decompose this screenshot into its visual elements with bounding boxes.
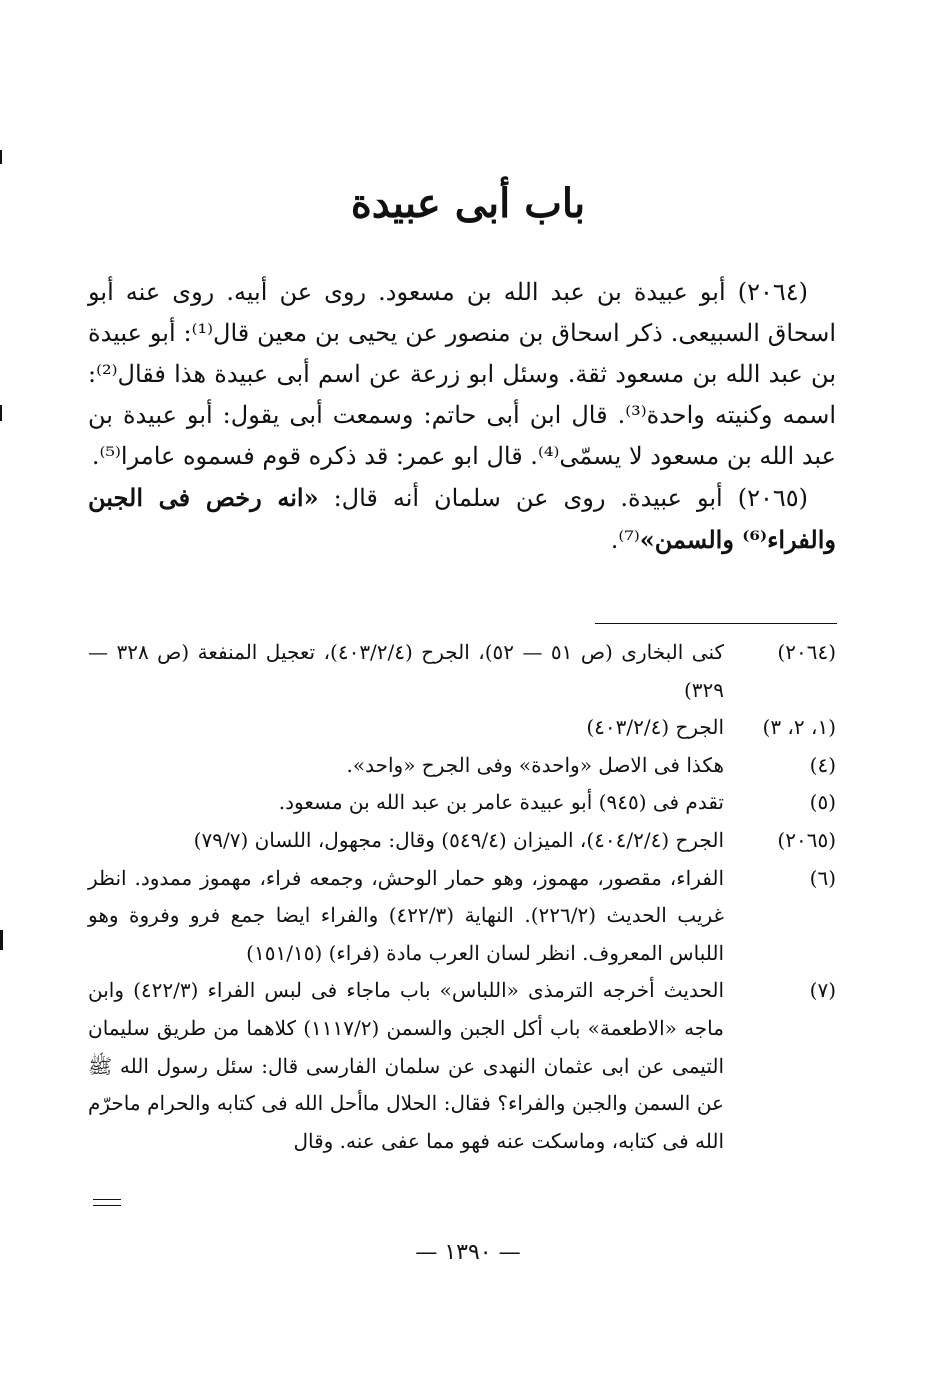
footnote	[88, 747, 836, 785]
footnote-separator	[595, 623, 837, 624]
footnote	[88, 972, 836, 1160]
entry-text: أبو عبيدة. روى عن سلمان أنه قال:	[333, 484, 723, 512]
footnotes	[88, 634, 836, 1160]
entry-2065	[88, 477, 836, 561]
footnote-label: (٧)	[809, 978, 836, 1003]
footnote-label: (٥)	[809, 790, 836, 815]
footnote-text: الجرح (٤٠٣/٢/٤)	[586, 715, 724, 740]
footnote	[88, 822, 836, 860]
footnote	[88, 709, 836, 747]
footnote-label: (٦)	[809, 865, 836, 890]
scan-edge-mark	[0, 405, 2, 421]
entry-tail: ⁽⁷⁾.	[610, 526, 640, 554]
footnote-text: الجرح (٤٠٤/٢/٤)، الميزان (٥٤٩/٤) وقال: مجهول، اللسان (٧٩/٧)	[193, 827, 724, 852]
footnote-text: تقدم فى (٩٤٥) أبو عبيدة عامر بن عبد الله بن مسعود.	[278, 790, 724, 815]
footnote-label: (١، ٢، ٣)	[762, 715, 836, 740]
footnote-text: هكذا فى الاصل «واحدة» وفى الجرح «واحد».	[346, 752, 724, 777]
continuation-mark	[93, 1199, 121, 1206]
footnote-label: (٢٠٦٤)	[777, 640, 836, 664]
chapter-title: باب أبى عبيدة	[350, 180, 586, 227]
footnote	[88, 784, 836, 822]
footnote	[88, 634, 836, 709]
footnote-text: الحديث أخرجه الترمذى «اللباس» باب ماجاء فى لبس الفراء (٤٢٢/٣) وابن ماجه «الاطعمة» باب أكل الجبن والسمن (١١١٧/٢) كلاهما من طريق سليمان التيمى عن ابى عثمان النهدى عن سلمان الفارسى قال: سئل رسول الله ﷺ عن السمن والجبن والفراء؟ فقال: الحلال ماأحل الله فى كتابه والحرام ماحرّم الله فى كتابه، وماسكت عنه فهو مما عفى عنه. وقال	[88, 978, 724, 1153]
entry-2064	[88, 272, 836, 477]
footnote-label: (٤)	[809, 752, 836, 777]
scan-edge-mark	[0, 150, 2, 164]
scan-edge-mark	[0, 930, 3, 950]
footnote-text: كنى البخارى (ص ٥١ — ٥٢)، الجرح (٤٠٣/٢/٤)، تعجيل المنفعة (ص ٣٢٨ — ٣٢٩)	[88, 640, 724, 702]
page-number: — ١٣٩٠ —	[415, 1240, 521, 1265]
entry-number: (٢٠٦٤)	[737, 278, 808, 306]
footnote-label: (٢٠٦٥)	[777, 827, 836, 852]
main-text	[88, 272, 836, 561]
entry-text: أبو عبيدة بن عبد الله بن مسعود. روى عن أبيه. روى عنه أبو اسحاق السبيعى. ذكر اسحاق بن منصور عن يحيى بن معين قال⁽¹⁾: أبو عبيدة بن عبد الله بن مسعود ثقة. وسئل ابو زرعة عن اسم أبى عبيدة هذا فقال⁽²⁾: اسمه وكنيته واحدة⁽³⁾. قال ابن أبى حاتم: وسمعت أبى يقول: أبو عبيدة بن عبد الله بن مسعود لا يسمّى⁽⁴⁾. قال ابو عمر: قد ذكره قوم فسموه عامرا⁽⁵⁾.	[88, 278, 837, 470]
entry-quote: «انه رخص فى الجبن والفراء⁽⁶⁾ والسمن»	[88, 483, 836, 554]
entry-number: (٢٠٦٥)	[737, 484, 808, 512]
footnote	[88, 860, 836, 973]
footnote-text: الفراء، مقصور، مهموز، وهو حمار الوحش، وجمعه فراء، مهموز ممدود. انظر غريب الحديث (٢٢٦/٢). النهاية (٤٢٢/٣) والفراء ايضا جمع فرو وفروة وهو اللباس المعروف. انظر لسان العرب مادة (فراء) (١٥١/١٥)	[88, 865, 724, 965]
